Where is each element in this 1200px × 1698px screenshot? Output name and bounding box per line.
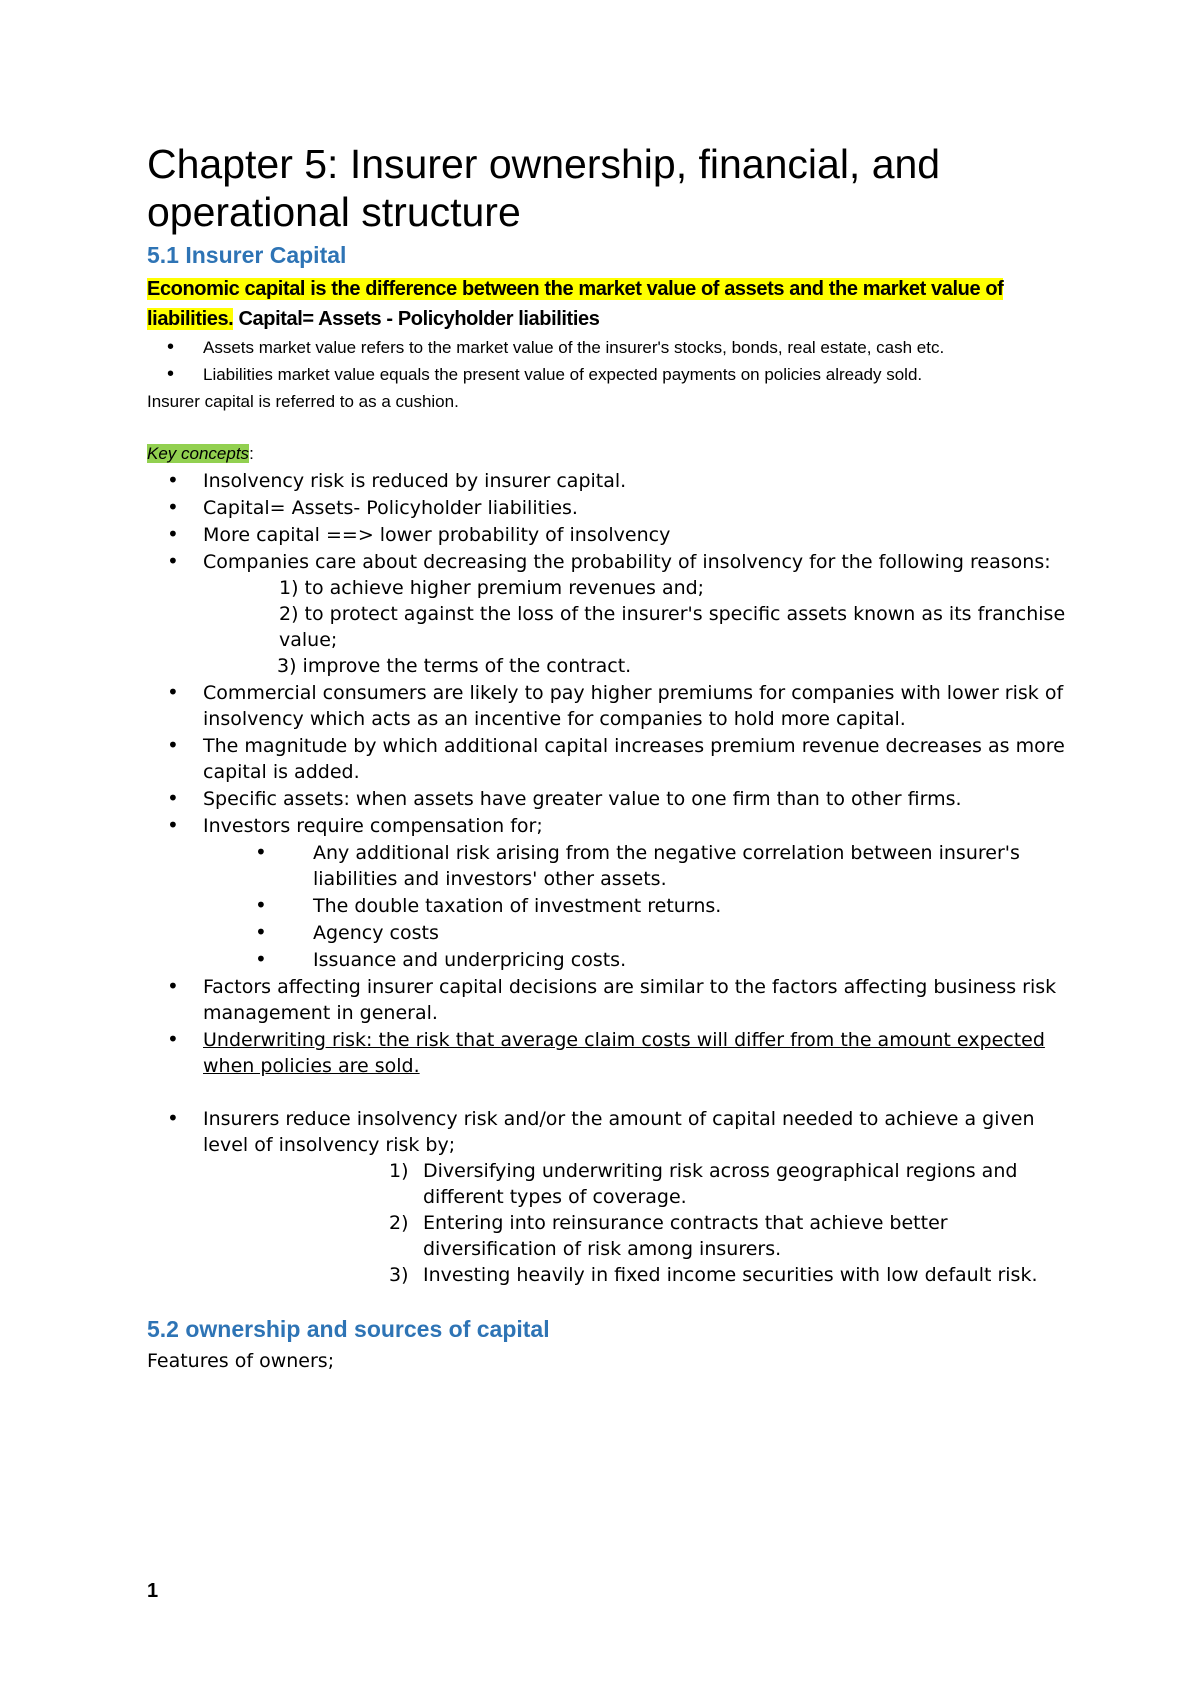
- key-colon: :: [249, 444, 254, 463]
- bullet-text: Investors require compensation for;: [203, 815, 543, 837]
- risk-reduction-list: [203, 1158, 1067, 1288]
- list-item: [147, 521, 1067, 548]
- bullet-icon: •: [255, 947, 267, 971]
- list-item: [147, 1026, 1067, 1079]
- list-item: [203, 839, 1067, 892]
- list-item: [147, 785, 1067, 812]
- key-concepts-list: [147, 467, 1067, 1288]
- list-item: [147, 973, 1067, 1026]
- bullet-text: The double taxation of investment returns.: [313, 895, 722, 917]
- key-concepts-highlight: Key concepts: [147, 444, 250, 463]
- reason-1: 1) to achieve higher premium revenues and;: [279, 577, 705, 599]
- underwriting-risk-text: Underwriting risk: the risk that average claim costs will differ from the amount expected when policies are sold.: [203, 1029, 1045, 1077]
- bullet-icon: •: [167, 1106, 179, 1130]
- bullet-text: Commercial consumers are likely to pay higher premiums for companies with lower risk of insolvency which acts as an incentive for companies to hold more capital.: [203, 682, 1064, 730]
- list-item: [147, 812, 1067, 973]
- bullet-icon: •: [167, 336, 175, 358]
- bullet-icon: •: [167, 495, 179, 519]
- bullet-text: More capital ==> lower probability of insolvency: [203, 524, 671, 546]
- bullet-text: Liabilities market value equals the present value of expected payments on policies already sold.: [203, 365, 923, 384]
- bullet-icon: •: [167, 680, 179, 704]
- features-of-owners: Features of owners;: [147, 1350, 335, 1372]
- list-item: [147, 494, 1067, 521]
- bullet-text: Insolvency risk is reduced by insurer capital.: [203, 470, 627, 492]
- cushion-note: Insurer capital is referred to as a cushion.: [147, 392, 459, 411]
- bullet-icon: •: [255, 840, 267, 864]
- list-item: [147, 467, 1067, 494]
- item-number: 3): [389, 1264, 409, 1286]
- section-heading-5-2: 5.2 ownership and sources of capital: [147, 1316, 550, 1342]
- page-content: [147, 140, 1067, 1374]
- definition-formula: Capital= Assets - Policyholder liabilities: [233, 308, 600, 330]
- list-item: [147, 679, 1067, 732]
- list-item: [203, 946, 1067, 973]
- bullet-text: Factors affecting insurer capital decisions are similar to the factors affecting business risk management in general.: [203, 976, 1057, 1024]
- list-item: [203, 919, 1067, 946]
- definition-highlight: Economic capital is the difference between the market value of assets and the market value of liabilities.: [147, 278, 1004, 330]
- bullet-icon: •: [167, 813, 179, 837]
- item-text: Diversifying underwriting risk across geographical regions and different types of coverage.: [423, 1160, 1018, 1208]
- chapter-title: Chapter 5: Insurer ownership, financial, and operational structure: [147, 141, 941, 235]
- section-heading-5-1: 5.1 Insurer Capital: [147, 242, 347, 268]
- list-item: [147, 1105, 1067, 1288]
- bullet-icon: •: [167, 363, 175, 385]
- bullet-icon: •: [255, 893, 267, 917]
- bullet-text: Issuance and underpricing costs.: [313, 949, 627, 971]
- definition-bullets: [147, 334, 1067, 388]
- bullet-text: The magnitude by which additional capital increases premium revenue decreases as more capital is added.: [203, 735, 1065, 783]
- bullet-text: Agency costs: [313, 922, 439, 944]
- bullet-icon: •: [167, 522, 179, 546]
- capital-definition: [147, 274, 1067, 334]
- item-number: 1): [389, 1160, 409, 1182]
- compensation-sublist: [203, 839, 1067, 973]
- bullet-icon: •: [255, 920, 267, 944]
- spacer: [147, 1079, 1067, 1105]
- bullet-text: Companies care about decreasing the probability of insolvency for the following reasons:: [203, 551, 1051, 573]
- bullet-text: Any additional risk arising from the negative correlation between insurer's liabilities and investors' other assets.: [313, 842, 1020, 890]
- list-item: [203, 1262, 1067, 1288]
- item-text: Investing heavily in fixed income securities with low default risk.: [423, 1264, 1038, 1286]
- list-item: [147, 548, 1067, 679]
- reason-2: 2) to protect against the loss of the insurer's specific assets known as its franchise value;: [279, 603, 1066, 651]
- bullet-text: Specific assets: when assets have greater value to one firm than to other firms.: [203, 788, 962, 810]
- item-text: Entering into reinsurance contracts that achieve better diversification of risk among insurers.: [423, 1212, 948, 1260]
- bullet-icon: •: [167, 786, 179, 810]
- list-item: [203, 1158, 1067, 1210]
- list-item: [147, 732, 1067, 785]
- key-concepts-label: [147, 441, 1067, 467]
- bullet-icon: •: [167, 733, 179, 757]
- item-number: 2): [389, 1212, 409, 1234]
- list-item: [203, 1210, 1067, 1262]
- list-item: [147, 334, 1067, 361]
- bullet-icon: •: [167, 549, 179, 573]
- bullet-icon: •: [167, 468, 179, 492]
- bullet-icon: •: [167, 1027, 179, 1051]
- list-item: [147, 361, 1067, 388]
- page-number: 1: [147, 1580, 159, 1602]
- list-item: [203, 892, 1067, 919]
- bullet-icon: •: [167, 974, 179, 998]
- reason-3: 3) improve the terms of the contract.: [277, 655, 632, 677]
- bullet-text: Assets market value refers to the market value of the insurer's stocks, bonds, real estate, cash etc.: [203, 338, 945, 357]
- bullet-text: Capital= Assets- Policyholder liabilities.: [203, 497, 578, 519]
- bullet-text: Insurers reduce insolvency risk and/or the amount of capital needed to achieve a given level of insolvency risk by;: [203, 1108, 1035, 1156]
